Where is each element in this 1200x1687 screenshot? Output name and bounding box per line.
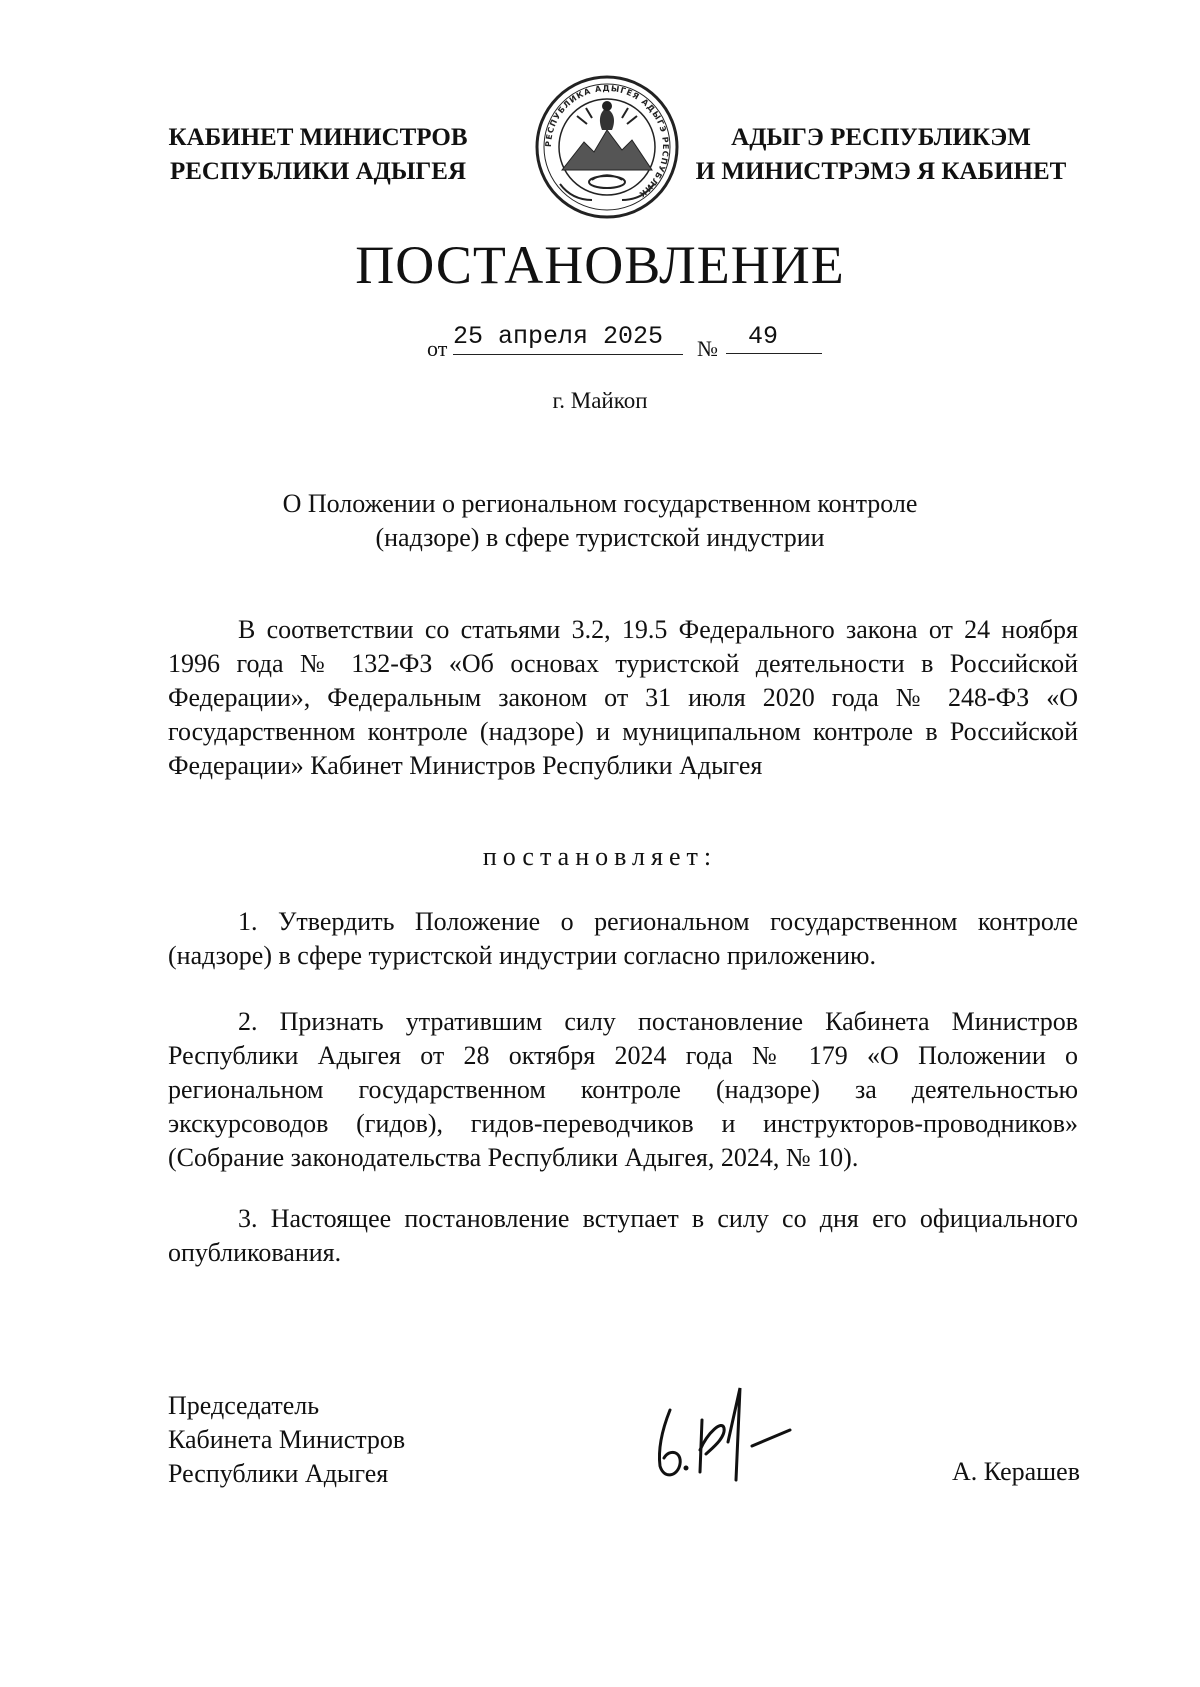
header-right-line1: АДЫГЭ РЕСПУБЛИКЭМ (731, 124, 1031, 151)
subject-line2: (надзоре) в сфере туристской индустрии (375, 523, 825, 552)
coat-of-arms-emblem (532, 72, 682, 222)
date-number-line (0, 322, 1200, 362)
subject-line1: О Положении о региональном государственном контроле (282, 489, 918, 518)
number-sign: № (697, 336, 718, 361)
header-right-title (686, 121, 1076, 189)
decree-word: постановляет: (482, 842, 718, 871)
handwritten-signature (640, 1380, 810, 1490)
header-left-line1: КАБИНЕТ МИНИСТРОВ (168, 124, 468, 151)
signer-title-line3: Республики Адыгея (168, 1459, 389, 1488)
decree-item-3: 3. Настоящее постановление вступает в силу со дня его официального опубликования. (168, 1204, 1078, 1267)
emblem-ring-text: РЕСПУБЛИКА АДЫГЕЯ АДЫГЭ РЕСПУБЛИК (543, 83, 671, 200)
preamble-paragraph: В соответствии со статьями 3.2, 19.5 Федерального закона от 24 ноября 1996 года № 132-ФЗ «Об основах туристской деятельности в Российской Федерации», Федеральным законом от 31 июля 2020 года № 248-ФЗ «О государственном контроле (надзоре) и муниципальном контроле в Российской Федерации» Кабинет Министров Республики Адыгея (168, 615, 1078, 780)
document-date: 25 апреля 2025 (453, 322, 683, 355)
signer-title (168, 1389, 405, 1491)
city: г. Майкоп (552, 388, 648, 413)
decree-item-2: 2. Признать утратившим силу постановление Кабинета Министров Республики Адыгея от 28 октября 2024 года № 179 «О Положении о региональном государственном контроле (надзоре) за деятельностью экскурсоводов (гидов), гидов-переводчиков и инструкторов-проводников» (Собрание законодательства Республики Адыгея, 2024, № 10). (168, 1007, 1078, 1172)
decree-item-1: 1. Утвердить Положение о региональном государственном контроле (надзоре) в сфере туристской индустрии согласно приложению. (168, 907, 1078, 970)
signer-title-line2: Кабинета Министров (168, 1425, 406, 1454)
document-subject (200, 487, 1000, 555)
document-type-title: ПОСТАНОВЛЕНИЕ (355, 235, 845, 295)
header-left-title (168, 121, 468, 189)
header-left-line2: РЕСПУБЛИКИ АДЫГЕЯ (169, 158, 467, 185)
header-right-line2: И МИНИСТРЭМЭ Я КАБИНЕТ (695, 158, 1067, 185)
document-number: 49 (726, 322, 822, 354)
signer-title-line1: Председатель (168, 1391, 320, 1420)
date-prefix: от (427, 336, 448, 361)
signer-name: А. Керашев (951, 1457, 1080, 1486)
